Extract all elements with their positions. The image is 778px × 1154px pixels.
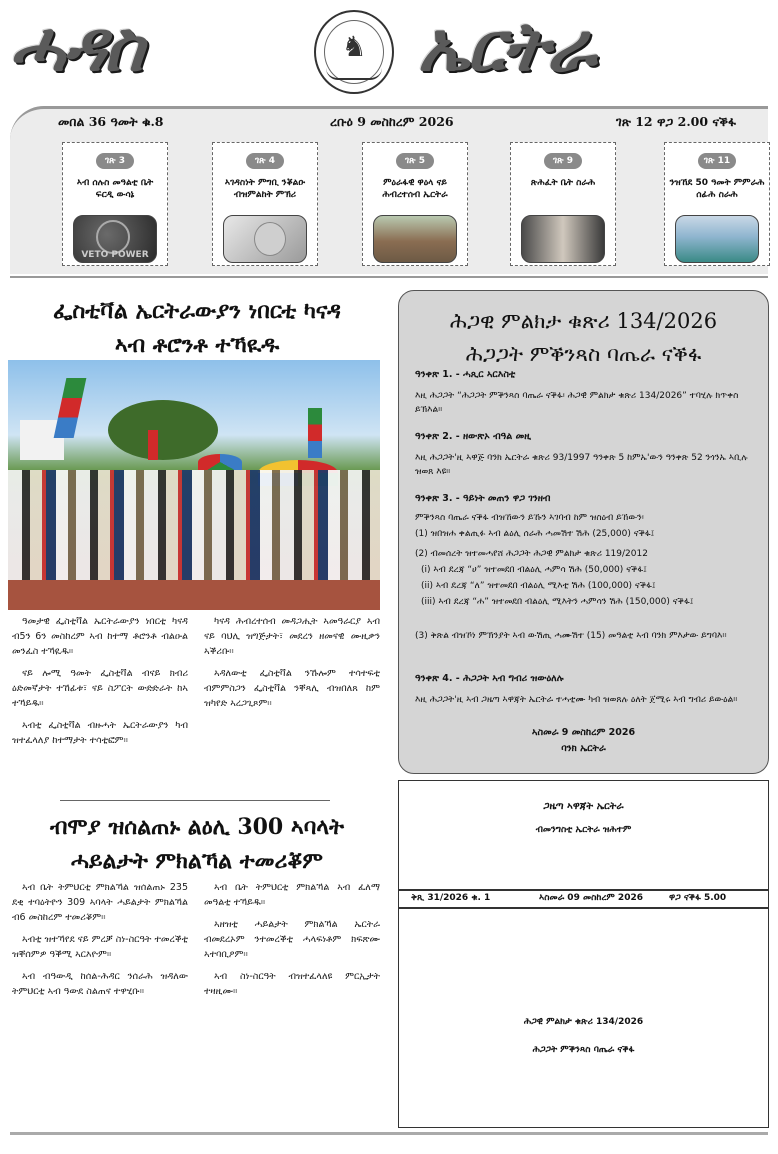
page-badge: ገጽ 9 <box>544 153 582 169</box>
article2-headline: ብሞያ ዝሰልጠኑ ልዕሊ 300 ኣባላት ሓይልታት ምክልኻል ተመሪቖም <box>49 814 345 874</box>
issue-date: ረቡዕ 9 መስከረም 2026 <box>330 114 454 129</box>
track <box>8 580 380 610</box>
national-emblem <box>314 10 394 94</box>
article1-col2: ካናዳ ሕብረተሰብ መዳጋሒት ኣመዓራርያ ኣብ ናይ ባህሊ ዝግጅታት፣ መደረን ዘመናዊ ሙዚቃን ኣቕሪቡ። ኣዳለውቲ ፌስቲቫል ንኹሎም ተሳተፍቲ ብምምስጋን ፌስቲቫል ንቐጻሊ ብዝበለጸ ከም ዝካየድ ኣረጋጊጾም። <box>204 616 380 709</box>
article-3-intro: ምቕንጻስ ባጤራ ናቕፋ ብዝኸውን ይኹን ኣገባብ ከም ዝስዕብ ይኸውን፡ <box>415 513 644 523</box>
teaser-photo <box>521 215 605 263</box>
teaser-headline: ኣገዳስነት ምግቢ ንቖልዑ ብዝምልከት ምኽሪ <box>224 178 306 200</box>
gazette-body-line-2: ሕጋጋት ምቕንጻስ ባጤራ ናቕፋ <box>532 1045 635 1055</box>
masthead-title-right: ኤርትራ <box>418 7 594 87</box>
article-3-item: (2) ብመሰረት ዝተመሓየሸ ሕጋጋት ሕጋዊ ምልክታ ቁጽሪ 119/2012 <box>415 549 648 559</box>
article-3-item: (i) ኣብ ደረጃ “ሀ” ዝተመደበ ብልዕሊ ሓምሳ ሽሕ (50,000) ናቕፋ፤ <box>421 565 647 575</box>
page-badge: ገጽ 11 <box>698 153 736 169</box>
flag-icon <box>54 378 87 438</box>
article-3-item: (1) ዝበዝሐ ቀልጢፉ ኣብ ልዕሊ ሰራሕ ሓመሽተ ሽሕ (25,000) ናቕፋ፤ <box>415 529 655 539</box>
article-3-item: (iii) ኣብ ደረጃ “ሐ” ዝተመደበ ብልዕሊ ሚእትን ሓምሳን ሽሕ (150,000) ናቕፋ፤ <box>421 597 694 607</box>
article1-photo <box>8 360 380 610</box>
crowd <box>8 470 380 580</box>
gazette-meta-volume: ቅጺ 31/2026 ቁ. 1 <box>411 893 491 903</box>
price: ገጽ 12 ዋጋ 2.00 ናቕፋ <box>616 114 736 129</box>
article2-col2: ኣብ ቤት ትምህርቲ ምክልኻል ኣብ ፈለማ መዓልቲ ተኻይዱ። ኣዘዝቲ ሓይልታት ምክልኻል ኤርትራ ብመደረኦም ንተመረቕቲ ሓላፍነቶም ክፍጽሙ ኣተባቢዖም። ኣብ ስነ-ስርዓት ብዝተፈላለዩ ምርኢታት ተዛዚሙ። <box>204 882 380 997</box>
page-badge: ገጽ 3 <box>96 153 134 169</box>
teaser-photo <box>73 215 157 263</box>
teaser-page-3[interactable] <box>62 142 168 266</box>
teaser-photo <box>675 215 759 263</box>
teaser-headline: ኣብ ሰሉስ መዓልቲ ቤት ፍርዲ ውሳኔ <box>76 178 154 200</box>
article-1-heading: ዓንቀጽ 1. - ሓጺር ኣርእስቲ <box>415 369 516 380</box>
teaser-page-11[interactable] <box>664 142 770 266</box>
volume-number: መበል 36 ዓመት ቁ.8 <box>58 114 164 129</box>
teaser-photo <box>223 215 307 263</box>
signature-org: ባንክ ኤርትራ <box>561 743 606 754</box>
camel-icon: ♞ <box>341 30 367 63</box>
gazette-box <box>398 780 769 1128</box>
baby-face-icon <box>254 222 286 256</box>
trees <box>108 400 218 460</box>
page-badge: ገጽ 4 <box>246 153 284 169</box>
legal-notice-title: ሕጋዊ ምልክታ ቁጽሪ 134/2026 ሕጋጋት ምቕንጻስ ባጤራ ናቕፋ <box>449 309 718 366</box>
section-divider <box>60 800 330 801</box>
gazette-subtitle: ብመንግስቲ ኤርትራ ዝሕተም <box>535 825 632 835</box>
gazette-title: ጋዜጣ ኣዋጃት ኤርትራ <box>543 801 624 812</box>
signature-date: ኣስመራ 9 መስከረም 2026 <box>531 727 636 738</box>
page-badge: ገጽ 5 <box>396 153 434 169</box>
flag-icon <box>148 430 158 460</box>
article-2-heading: ዓንቀጽ 2. - ዘውጽኦ ብዓል መዚ <box>415 431 532 442</box>
teaser-headline: ንዝኸደ 50 ዓመት ምምራሕ ሰፊሕ ስራሕ <box>669 178 765 200</box>
article-4-heading: ዓንቀጽ 4. - ሕጋጋት ኣብ ግብሪ ዝውዕለሉ <box>415 673 564 684</box>
gazette-meta-date: ኣስመራ 09 መስከረም 2026 <box>539 893 643 903</box>
teaser-headline: ጽሕፈት ቤት ስራሕ <box>530 178 596 188</box>
teaser-page-4[interactable] <box>212 142 318 266</box>
gazette-rule-bottom <box>399 907 768 909</box>
article1-col1: ዓመታዊ ፌስቲቫል ኤርትራውያን ነበርቲ ካናዳ ብ5ን 6ን መስከረም ኣብ ከተማ ቶሮንቶ ብልዑል መንፈስ ተኻዪዱ። ናይ ሎሚ ዓመት ፌስቲቫል ብናይ ክብሪ ዕድመኛታት ተኸፊቱ፣ ናይ ስፖርት ውድድራት ከኣ ተኻይዱ። ኣብቲ ፌስቲቫል ብዙሓት ኤርትራውያን ካብ ዝተፈላለያ ከተማታት ተሳቲፎም። <box>12 616 188 746</box>
teaser-headline: ምዕራፋዊ ዋዕላ ናይ ሕብረተሰብ ኤርትራ <box>382 178 448 200</box>
article1-headline: ፌስቲቫል ኤርትራውያን ነበርቲ ካናዳ ኣብ ቶሮንቶ ተኻዪዱ <box>53 298 341 358</box>
masthead-title-left: ሓዳስ <box>10 7 142 87</box>
teaser-page-9[interactable] <box>510 142 616 266</box>
article-3-item: (ii) ኣብ ደረጃ “ለ” ዝተመደበ ብልዕሊ ሚእቲ ሽሕ (100,000) ናቕፋ፤ <box>421 581 656 591</box>
gazette-rule-top <box>399 889 768 891</box>
article-1-text: እዚ ሕጋጋት “ሕጋጋት ምቕንጻስ ባጤራ ናቕፋ፡ ሕጋዊ ምልክታ ቁጽሪ 134/2026” ተባሂሉ ክጥቀስ ይኽእል። <box>415 391 739 415</box>
teaser-photo <box>373 215 457 263</box>
gazette-meta-price: ዋጋ ናቕፋ 5.00 <box>669 893 727 903</box>
legal-notice-box <box>398 290 769 774</box>
gazette-body-line-1: ሕጋዊ ምልክታ ቁጽሪ 134/2026 <box>523 1017 644 1027</box>
header-divider <box>10 276 768 278</box>
footer-rule <box>10 1132 768 1135</box>
teaser-photo-text: VETO POWER <box>81 250 149 260</box>
umbrella-icon <box>198 454 242 470</box>
article2-col1: ኣብ ቤት ትምህርቲ ምክልኻል ዝሰልጠኑ 235 ደቂ ተባዕትዮን 309 ኣባላት ሓይልታት ምክልኻል ብ6 መስከረም ተመሪቖም። ኣብቲ ዝተኻየደ ናይ ምረቓ ስነ-ስርዓት ተመረቕቲ ዝቐሰምዎ ዓቕሚ ኣርእዮም። ኣብ ብዓውዲ ከሰል-ሕዳር ንሰራሕ ዝዳለው ትምህርቲ ኣብ ዓውደ ስልጠና ተዋሂቡ። <box>12 882 188 997</box>
article-2-text: እዚ ሕጋጋት'ዚ ኣዋጅ ባንክ ኤርትራ ቁጽሪ 93/1997 ዓንቀጽ 5 ከምኡ'ውን ዓንቀጽ 52 ንጎንኡ ኣቢሉ ዝወጸ እዩ። <box>415 453 748 477</box>
article-3-item: (3) ቅጽል ብዝኾነ ምኽንያት ኣብ ውሽጢ ሓሙሽተ (15) መዓልቲ ኣብ ባንክ ምእታው ይግባእ። <box>415 631 727 641</box>
article-3-heading: ዓንቀጽ 3. - ዓይነት መጠን ዋጋ ገንዘብ <box>415 493 551 504</box>
teaser-page-5[interactable] <box>362 142 468 266</box>
un-emblem-icon <box>96 220 130 254</box>
flag-icon <box>308 408 322 458</box>
article-4-text: እዚ ሕጋጋት'ዚ ኣብ ጋዜጣ ኣዋጃት ኤርትራ ተሓቲሙ ካብ ዝወጸሉ ዕለት ጀሚሩ ኣብ ግብሪ ይውዕል። <box>415 695 738 705</box>
